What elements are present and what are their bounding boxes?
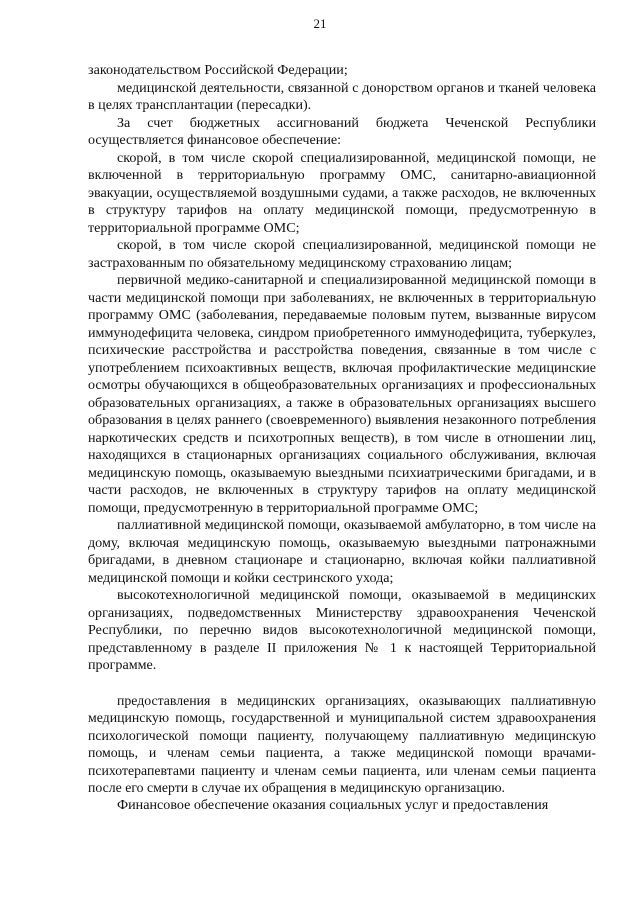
paragraph: высокотехнологичной медицинской помощи, оказываемой в медицинских организациях, подведомственных Министерству здравоохранения Чеченской Республики, по перечню видов высокотехнологичной медицинской помощи, представленному в разделе II приложения № 1 к настоящей Территориальной программе.: [88, 587, 596, 673]
paragraph: За счет бюджетных ассигнований бюджета Чеченской Республики осуществляется финансовое обеспечение:: [88, 114, 596, 148]
paragraph: первичной медико-санитарной и специализированной медицинской помощи в части медицинской помощи при заболеваниях, не включенных в территориальную программу ОМС (заболевания, передаваемые половым путем, вызванные вирусом иммунодефицита человека, синдром приобретенного иммунодефицита, туберкулез, психические расстройства и расстройства поведения, связанные в том числе с употреблением психоактивных веществ, включая профилактические медицинские осмотры обучающихся в общеобразовательных организациях и профессиональных образовательных организациях, а также в образовательных организациях высшего образования в целях раннего (своевременного) выявления незаконного потребления наркотических средств и психотропных веществ), в том числе в отношении лиц, находящихся в стационарных организациях социального обслуживания, включая медицинскую помощь, оказываемую выездными психиатрическими бригадами, и в части расходов, не включенных в структуру тарифов на оплату медицинской помощи, предусмотренную в территориальной программе ОМС;: [88, 272, 596, 516]
paragraph: паллиативной медицинской помощи, оказываемой амбулаторно, в том числе на дому, включая медицинскую помощь, оказываемую выездными патронажными бригадами, в дневном стационаре и стационарно, включая койки паллиативной медицинской помощи и койки сестринского ухода;: [88, 517, 596, 586]
paragraph: Финансовое обеспечение оказания социальных услуг и предоставления: [117, 796, 549, 813]
paragraph: скорой, в том числе скорой специализированной, медицинской помощи не застрахованным по обязательному медицинскому страхованию лицам;: [88, 237, 596, 271]
page-number: 21: [313, 16, 327, 31]
paragraph: скорой, в том числе скорой специализированной, медицинской помощи, не включенной в территориальную программу ОМС, санитарно-авиационной эвакуации, осуществляемой воздушными судами, а также расходов, не включенных в структуру тарифов на оплату медицинской помощи, предусмотренную в территориальной программе ОМС;: [88, 149, 596, 236]
document-body: [88, 62, 596, 814]
paragraph: предоставления в медицинских организациях, оказывающих паллиативную медицинскую помощь, государственной и муниципальной систем здравоохранения психологической помощи пациенту, получающему паллиативную медицинскую помощь, и членам семьи пациента, а также медицинской помощи врачами-психотерапевтами пациенту и членам семьи пациента, или членам семьи пациента после его смерти в случае их обращения в медицинскую организацию.: [88, 692, 596, 795]
paragraph: законодательством Российской Федерации;: [88, 62, 348, 78]
paragraph: медицинской деятельности, связанной с донорством органов и тканей человека в целях трансплантации (пересадки).: [88, 79, 596, 113]
